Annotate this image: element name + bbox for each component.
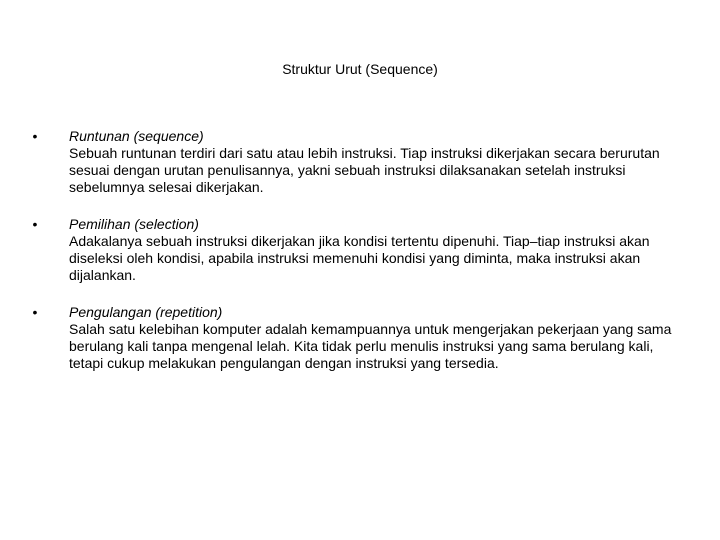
item-description: Adakalanya sebuah instruksi dikerjakan jika kondisi tertentu dipenuhi. Tiap–tiap instruksi akan diseleksi oleh kondisi, apabila instruksi memenuhi kondisi yang diminta, maka instruksi akan dijalankan.: [69, 233, 650, 283]
list-item: [0, 304, 720, 372]
slide-title: Struktur Urut (Sequence): [282, 61, 438, 77]
bullet-icon: •: [32, 304, 38, 320]
list-item: [0, 128, 720, 196]
item-heading: Runtunan (sequence): [69, 128, 204, 144]
bullet-icon: •: [32, 128, 38, 144]
item-heading: Pemilihan (selection): [69, 216, 199, 232]
list-item: [0, 216, 720, 284]
item-description: Sebuah runtunan terdiri dari satu atau lebih instruksi. Tiap instruksi dikerjakan secara berurutan sesuai dengan urutan penulisannya, yakni sebuah instruksi dilaksanakan setelah instruksi sebelumnya selesai dikerjakan.: [69, 145, 660, 195]
item-heading: Pengulangan (repetition): [69, 304, 223, 320]
bullet-icon: •: [32, 216, 38, 232]
bullet-list: [0, 128, 720, 392]
item-description: Salah satu kelebihan komputer adalah kemampuannya untuk mengerjakan pekerjaan yang sama berulang kali tanpa mengenal lelah. Kita tidak perlu menulis instruksi yang sama berulang kali, tetapi cukup melakukan pengulangan dengan instruksi yang tersedia.: [69, 321, 672, 371]
